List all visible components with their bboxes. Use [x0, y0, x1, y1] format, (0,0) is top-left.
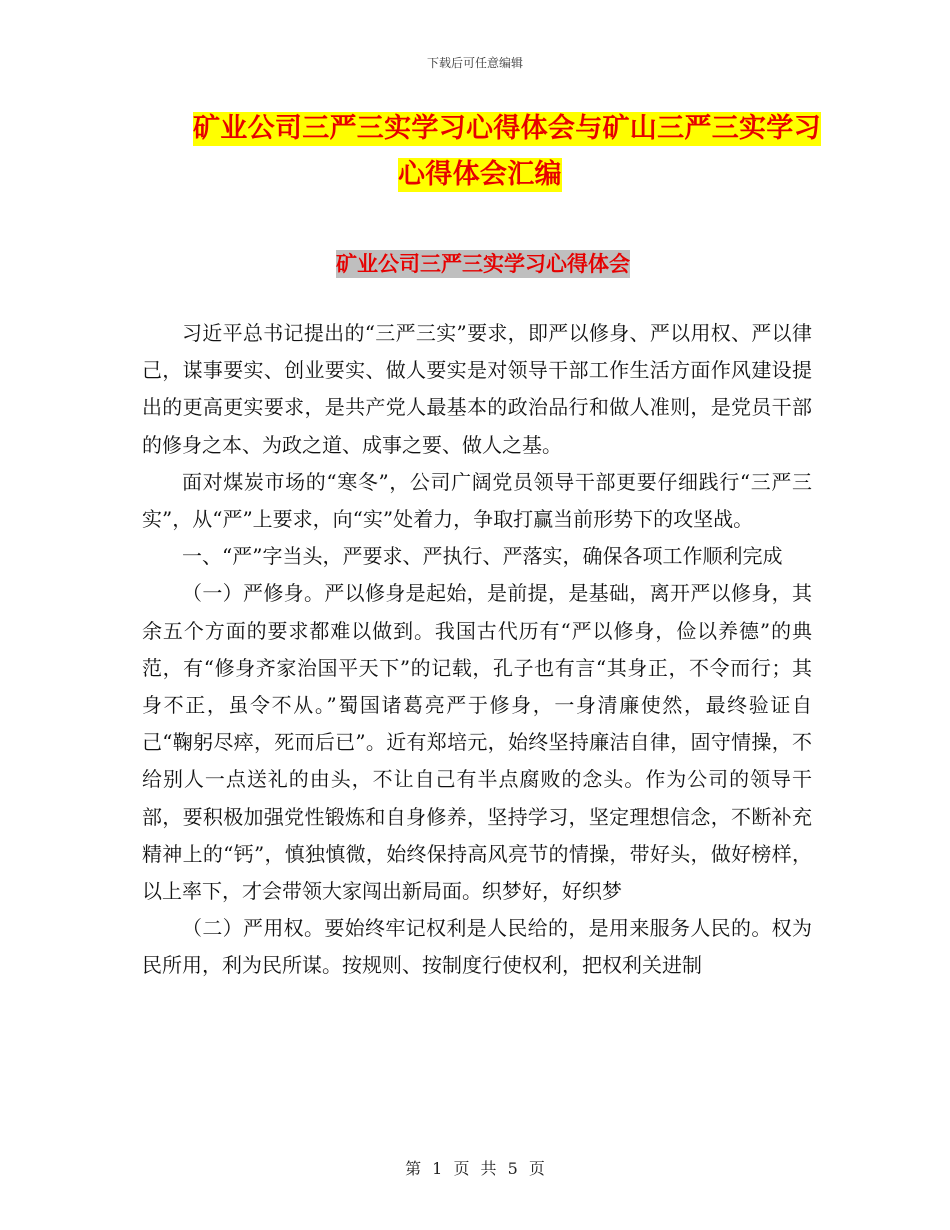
paragraph: （二）严用权。要始终牢记权利是人民给的，是用来服务人民的。权为民所用，利为民所谋。按规则、按制度行使权利，把权利关进制: [142, 916, 812, 978]
document-title-line-2: 心得体会汇编: [398, 159, 562, 190]
document-title-line-1: 矿业公司三严三实学习心得体会与矿山三严三实学习: [193, 113, 821, 144]
paragraph: （一）严修身。严以修身是起始，是前提，是基础，离开严以修身，其余五个方面的要求都难以做到。我国古代历有“严以修身，俭以养德”的典范，有“修身齐家治国平天下”的记载，孔子也有言“其身正，不令而行；其身不正，虽令不从。”蜀国诸葛亮严于修身，一身清廉使然，最终验证自己“鞠躬尽瘁，死而后已”。近有郑培元，始终坚持廉洁自律，固守情操，不给别人一点送礼的由头，不让自己有半点腐败的念头。作为公司的领导干部，要积极加强党性锻炼和自身修养，坚持学习，坚定理想信念，不断补充精神上的“钙”，慎独慎微，始终保持高风亮节的情操，带好头，做好榜样，以上率下，才会带领大家闯出新局面。织梦好，好织梦: [142, 581, 812, 904]
page-footer: 第 1 页 共 5 页: [405, 1159, 545, 1178]
paragraph: 习近平总书记提出的“三严三实”要求，即严以修身、严以用权、严以律己，谋事要实、创业要实、做人要实是对领导干部工作生活方面作风建设提出的更高更实要求，是共产党人最基本的政治品行和做人准则，是党员干部的修身之本、为政之道、成事之要、做人之基。: [142, 321, 812, 457]
paragraph: 一、“严”字当头，严要求、严执行、严落实，确保各项工作顺利完成: [182, 544, 783, 569]
body-text: [142, 315, 812, 985]
paragraph: 面对煤炭市场的“寒冬”，公司广阔党员领导干部更要仔细践行“三严三实”，从“严”上要求，向“实”处着力，争取打赢当前形势下的攻坚战。: [142, 469, 812, 532]
header-note: 下载后可任意编辑: [426, 56, 523, 70]
section-title: 矿业公司三严三实学习心得体会: [336, 251, 630, 276]
